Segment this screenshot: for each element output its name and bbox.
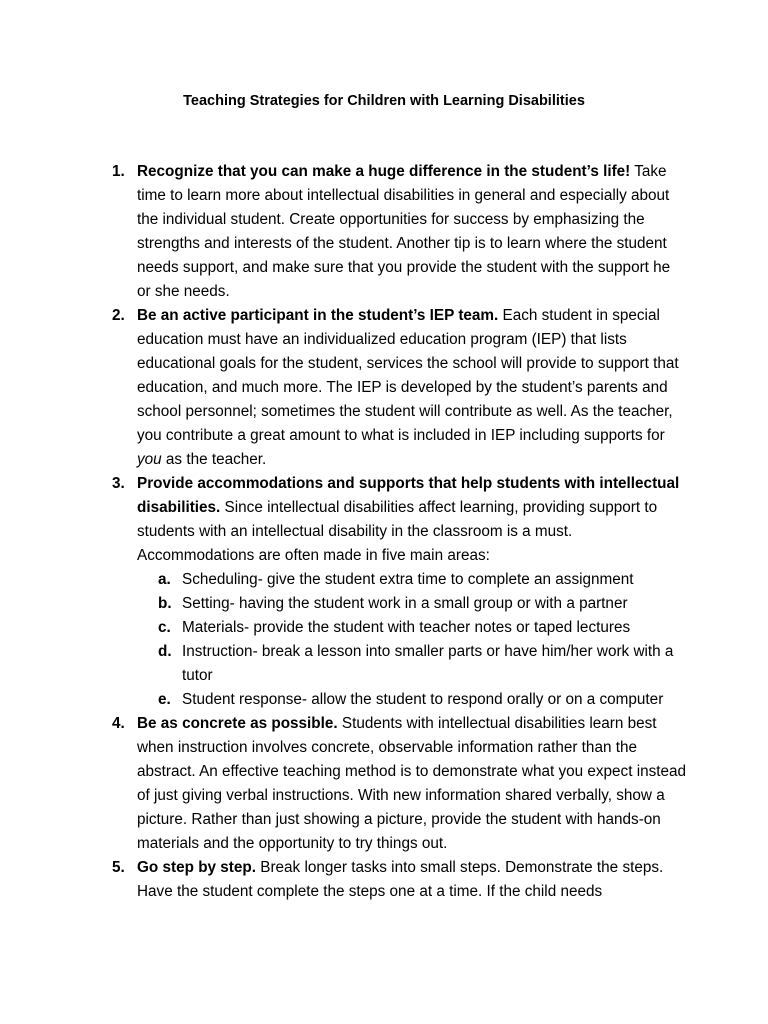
sub-item-text: Student response- allow the student to respond orally or on a computer: [182, 691, 664, 708]
sub-list-item: [137, 568, 688, 592]
sub-list-item: [137, 640, 688, 688]
sub-item-text: Scheduling- give the student extra time to complete an assignment: [182, 571, 634, 588]
sub-item-letter: c.: [158, 619, 171, 636]
document-title: Teaching Strategies for Children with Learning Disabilities: [183, 93, 585, 109]
list-item: [98, 856, 688, 904]
item-number: 3.: [112, 475, 125, 492]
item-heading: Be an active participant in the student’s IEP team.: [137, 307, 499, 324]
item-number: 4.: [112, 715, 125, 732]
sub-item-text: Materials- provide the student with teacher notes or taped lectures: [182, 619, 631, 636]
item-text: Since intellectual disabilities affect learning, providing support to students with an intellectual disability in the classroom is a must. Accommodations are often made in five main areas:: [137, 499, 658, 564]
list-item: [98, 472, 688, 712]
item-text: Take time to learn more about intellectual disabilities in general and especially about the individual student. Create opportunities for success by emphasizing the strengths and interests of the student. Another tip is to learn where the student needs support, and make sure that you provide the student with the support he or she needs.: [137, 163, 671, 300]
item-text: Each student in special education must have an individualized education program (IEP) that lists educational goals for the student, services the school will provide to support that education, and much more. The IEP is developed by the student’s parents and school personnel; sometimes the student will contribute as well. As the teacher, you contribute a great amount to what is included in IEP including supports for: [137, 307, 679, 444]
item-text: Break longer tasks into small steps. Demonstrate the steps. Have the student complete the steps one at a time. If the child needs: [137, 859, 664, 900]
sub-item-letter: a.: [158, 571, 171, 588]
sub-item-letter: e.: [158, 691, 171, 708]
item-heading: Recognize that you can make a huge difference in the student’s life!: [137, 163, 631, 180]
list-item: [98, 160, 688, 304]
accommodation-list: [137, 568, 688, 712]
list-item: [98, 304, 688, 472]
sub-list-item: [137, 616, 688, 640]
item-number: 5.: [112, 859, 125, 876]
item-text-end: as the teacher.: [161, 451, 267, 468]
item-text: Students with intellectual disabilities learn best when instruction involves concrete, observable information rather than the abstract. An effective teaching method is to demonstrate what you expect instead of just giving verbal instructions. With new information shared verbally, show a picture. Rather than just showing a picture, provide the student with hands-on materials and the opportunity to try things out.: [137, 715, 687, 852]
item-number: 2.: [112, 307, 125, 324]
list-item: [98, 712, 688, 856]
item-heading: Provide accommodations and supports that help students with intellectual disabilities.: [137, 475, 680, 516]
item-text-emphasis: you: [137, 451, 162, 468]
sub-list-item: [137, 592, 688, 616]
strategy-list: [98, 160, 688, 904]
sub-item-letter: b.: [158, 595, 172, 612]
item-heading: Go step by step.: [137, 859, 256, 876]
item-number: 1.: [112, 163, 125, 180]
sub-item-text: Setting- having the student work in a small group or with a partner: [182, 595, 628, 612]
sub-item-letter: d.: [158, 643, 172, 660]
sub-item-text: Instruction- break a lesson into smaller parts or have him/her work with a tutor: [182, 643, 674, 684]
item-heading: Be as concrete as possible.: [137, 715, 338, 732]
sub-list-item: [137, 688, 688, 712]
